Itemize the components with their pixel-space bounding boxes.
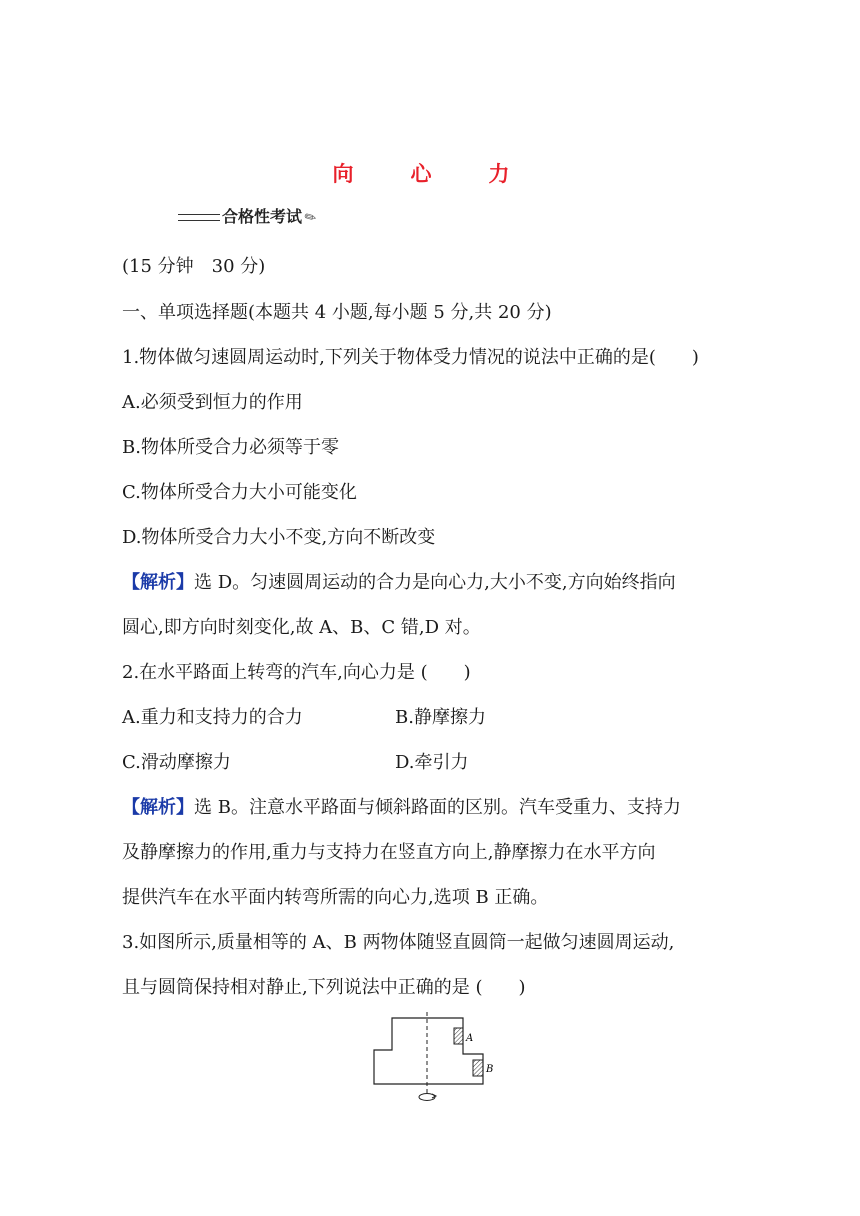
q1-option-d: D.物体所受合力大小不变,方向不断改变 [122, 527, 436, 548]
analysis-tag: 【解析】 [122, 572, 194, 593]
q1-option-c: C.物体所受合力大小可能变化 [122, 482, 357, 503]
q1-option-b: B.物体所受合力必须等于零 [122, 437, 339, 458]
q2-option-a: A.重力和支持力的合力 [122, 707, 303, 728]
q1-option-a: A.必须受到恒力的作用 [122, 392, 303, 413]
q1-analysis-line-1 [122, 568, 676, 594]
cylinder-figure [360, 1010, 510, 1110]
q2-options-row-1 [122, 703, 486, 729]
cylinder-outline [374, 1018, 483, 1084]
section-header-text: 合格性考试 [222, 207, 303, 226]
q2-analysis-line-3: 提供汽车在水平面内转弯所需的向心力,选项 B 正确。 [122, 887, 549, 908]
q1-stem: 1.物体做匀速圆周运动时,下列关于物体受力情况的说法中正确的是( ) [122, 347, 699, 368]
q2-option-b: B.静摩擦力 [395, 707, 486, 728]
pencil-icon: ✎ [301, 208, 320, 228]
q2-analysis-line-2: 及静摩擦力的作用,重力与支持力在竖直方向上,静摩擦力在水平方向 [122, 842, 656, 863]
q1-analysis-line-2: 圆心,即方向时刻变化,故 A、B、C 错,D 对。 [122, 617, 481, 638]
part-heading: 一、单项选择题(本题共 4 小题,每小题 5 分,共 20 分) [122, 302, 552, 323]
q3-stem-line-2: 且与圆筒保持相对静止,下列说法中正确的是 ( ) [122, 977, 526, 998]
analysis-tag: 【解析】 [122, 797, 194, 818]
double-line-decoration [178, 214, 220, 221]
q2-analysis-line-1 [122, 793, 681, 819]
q2-options-row-2 [122, 748, 469, 774]
time-score: (15 分钟 30 分) [122, 256, 266, 277]
q2-stem: 2.在水平路面上转弯的汽车,向心力是 ( ) [122, 662, 471, 683]
label-a: A [466, 1033, 474, 1044]
q2-analysis-text-1: 选 B。注意水平路面与倾斜路面的区别。汽车受重力、支持力 [194, 797, 681, 818]
q2-option-d: D.牵引力 [395, 752, 469, 773]
page-title: 向 心 力 [332, 162, 528, 186]
block-a [454, 1028, 463, 1044]
q2-option-c: C.滑动摩擦力 [122, 752, 231, 773]
block-b [473, 1060, 483, 1076]
label-b: B [486, 1064, 494, 1075]
q1-analysis-text-1: 选 D。匀速圆周运动的合力是向心力,大小不变,方向始终指向 [194, 572, 676, 593]
section-header [178, 204, 320, 228]
q3-stem-line-1: 3.如图所示,质量相等的 A、B 两物体随竖直圆筒一起做匀速圆周运动, [122, 932, 675, 953]
